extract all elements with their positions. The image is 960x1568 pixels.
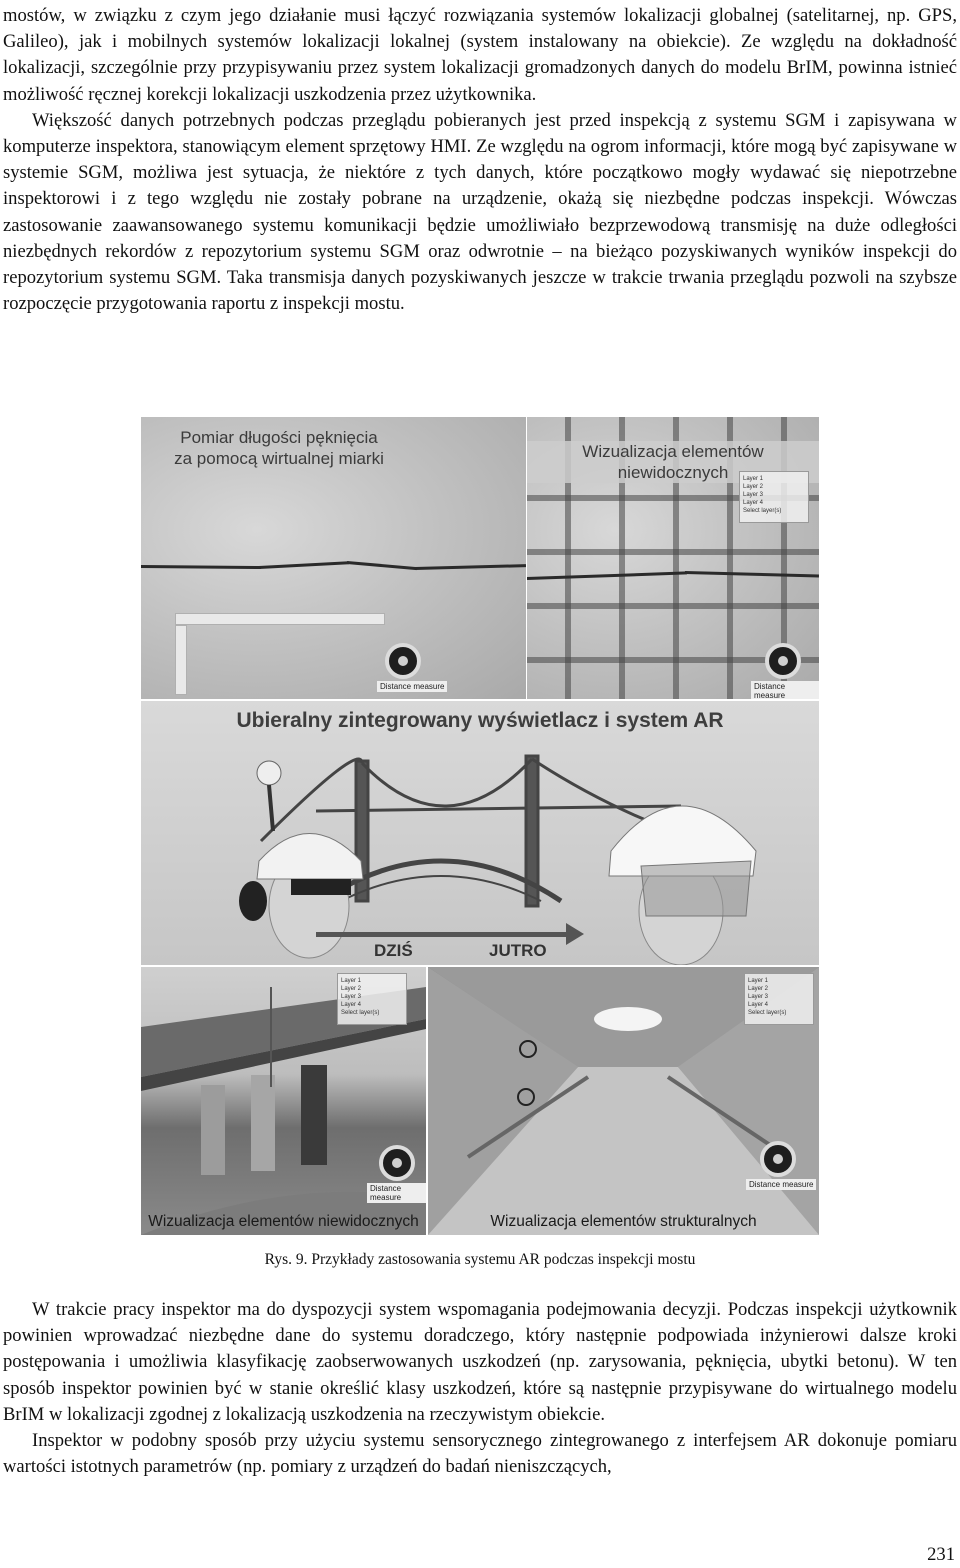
arrow-head-icon [566, 923, 584, 945]
progress-arrow [316, 932, 568, 937]
panel-title: Wizualizacja elementów niewidocznych [148, 1213, 419, 1230]
tool-label: Distance measure [746, 1179, 816, 1190]
crack-line [685, 571, 819, 578]
layer-selector[interactable] [337, 973, 407, 1025]
paragraph: Inspektor w podobny sposób przy użyciu systemu sensorycznego zintegrowanego z interfejsem AR dokonuje pomiaru wartości istotnych parametrów (np. pomiary z urządzeń do badań nieniszczących, [3, 1430, 957, 1478]
layer-option[interactable]: Layer 2 [748, 986, 769, 992]
layer-option[interactable]: Layer 4 [341, 1002, 362, 1008]
page-number: 231 [927, 1544, 955, 1565]
layer-option[interactable]: Layer 1 [743, 476, 764, 482]
invisible-elements-panel-bottom [141, 967, 426, 1235]
tape-measure-icon[interactable] [385, 643, 421, 679]
ar-illustration [141, 701, 819, 965]
layer-option[interactable]: Layer 3 [341, 994, 362, 1000]
panel-title: Ubieralny zintegrowany wyświetlacz i system AR [236, 709, 724, 732]
body-text-top [3, 3, 957, 317]
select-layers-button[interactable]: Select layer(s) [743, 508, 782, 514]
layer-option[interactable]: Layer 1 [748, 978, 769, 984]
label-tomorrow: JUTRO [489, 941, 547, 960]
panel-title: Wizualizacja elementów niewidocznych [527, 441, 819, 483]
select-layers-button[interactable]: Select layer(s) [341, 1010, 380, 1016]
head-with-ar-headset-icon [239, 761, 363, 958]
label-today: DZIŚ [374, 941, 413, 960]
layer-option[interactable]: Layer 4 [748, 1002, 769, 1008]
virtual-ruler-vertical [175, 625, 187, 695]
tape-measure-icon[interactable] [765, 643, 801, 679]
layer-option[interactable]: Layer 3 [748, 994, 769, 1000]
ar-display-panel [141, 701, 819, 965]
layer-option[interactable]: Layer 2 [341, 986, 362, 992]
panel-title: Pomiar długości pęknięcia za pomocą wirtualnej miarki [174, 428, 384, 468]
figure-caption: Rys. 9. Przykłady zastosowania systemu AR podczas inspekcji mostu [264, 1251, 696, 1268]
tape-measure-icon[interactable] [379, 1145, 415, 1181]
layer-selector[interactable] [744, 973, 814, 1025]
tape-measure-icon[interactable] [760, 1141, 796, 1177]
paragraph: Większość danych potrzebnych podczas przeglądu pobieranych jest przed inspekcją z systemu SGM i zapisywana w komputerze inspektora, stanowiącym element sprzętowy HMI. Ze względu na ogrom informacji, które mogą być zapisywane w systemie SGM, możliwa jest sytuacja, że niektóre z tych danych, które początkowo mogły wydawać się niepotrzebne inspektorowi i z tego względu nie zostały pobrane na urządzenie, okażą się niezbędne podczas inspekcji. Wówczas zastosowanie zaawansowanego systemu komunikacji będzie umożliwiało bezprzewodową transmisję na duże odległości niezbędnych rekordów z repozytorium systemu SGM oraz odwrotnie – na bieżąco pozyskiwanych wyników inspekcji do repozytorium systemu SGM. Taka transmisja danych pozyskiwanych jeszcze w trakcie trwania przeglądu pozwoli na szybsze rozpoczęcie przygotowania raportu z inspekcji mostu. [3, 109, 957, 315]
structural-elements-panel [428, 967, 819, 1235]
virtual-ruler [175, 613, 385, 625]
invisible-elements-panel-top [527, 417, 819, 699]
paragraph: W trakcie pracy inspektor ma do dyspozycji system wspomagania podejmowania decyzji. Podczas inspekcji użytkownik powinien wprowadzać niezbędne dane do systemu doradczego, który następnie podpowiada inżynierowi dalsze kroki postępowania i umożliwia klasyfikację zaobserwowanych uszkodzeń (np. zarysowania, pęknięcia, ubytki betonu). W ten sposób inspektor powinien być w stanie określić klasy uszkodzeń, które są następnie przypisywane do wirtualnego modelu BrIM w lokalizacji zgodnej z lokalizacją uszkodzenia na rzeczywistym obiekcie. [3, 1299, 957, 1425]
paragraph: mostów, w związku z czym jego działanie musi łączyć rozwiązania systemów lokalizacji globalnej (satelitarnej, np. GPS, Galileo), jak i mobilnych systemów lokalizacji lokalnej (system instalowany na obiekcie). Ze względu na dokładność lokalizacji, szczególnie przy przypisywaniu przez system lokalizacji gromadzonych danych do modelu BrIM, powinna istnieć możliwość ręcznej korekcji lokalizacji uszkodzenia przez użytkownika. [3, 5, 957, 105]
figure-ar-examples [141, 417, 819, 1237]
layer-option[interactable]: Layer 2 [743, 484, 764, 490]
crack-line [347, 561, 417, 570]
layer-option[interactable]: Layer 4 [743, 500, 764, 506]
panel-title: Wizualizacja elementów strukturalnych [490, 1213, 757, 1230]
crack-measure-panel [141, 417, 526, 699]
tool-label: Distance measure [377, 681, 447, 692]
layer-option[interactable]: Layer 1 [341, 978, 362, 984]
crack-line [527, 571, 687, 580]
tool-label: Distance measure [367, 1183, 426, 1203]
layer-option[interactable]: Layer 3 [743, 492, 764, 498]
layer-selector[interactable] [739, 471, 809, 523]
select-layers-button[interactable]: Select layer(s) [748, 1010, 787, 1016]
head-with-visor-helmet-icon [609, 806, 756, 965]
crack-line [259, 561, 349, 569]
crack-line [415, 564, 526, 570]
body-text-bottom [3, 1297, 957, 1480]
crack-line [141, 565, 261, 569]
tool-label: Distance measure [751, 681, 819, 699]
